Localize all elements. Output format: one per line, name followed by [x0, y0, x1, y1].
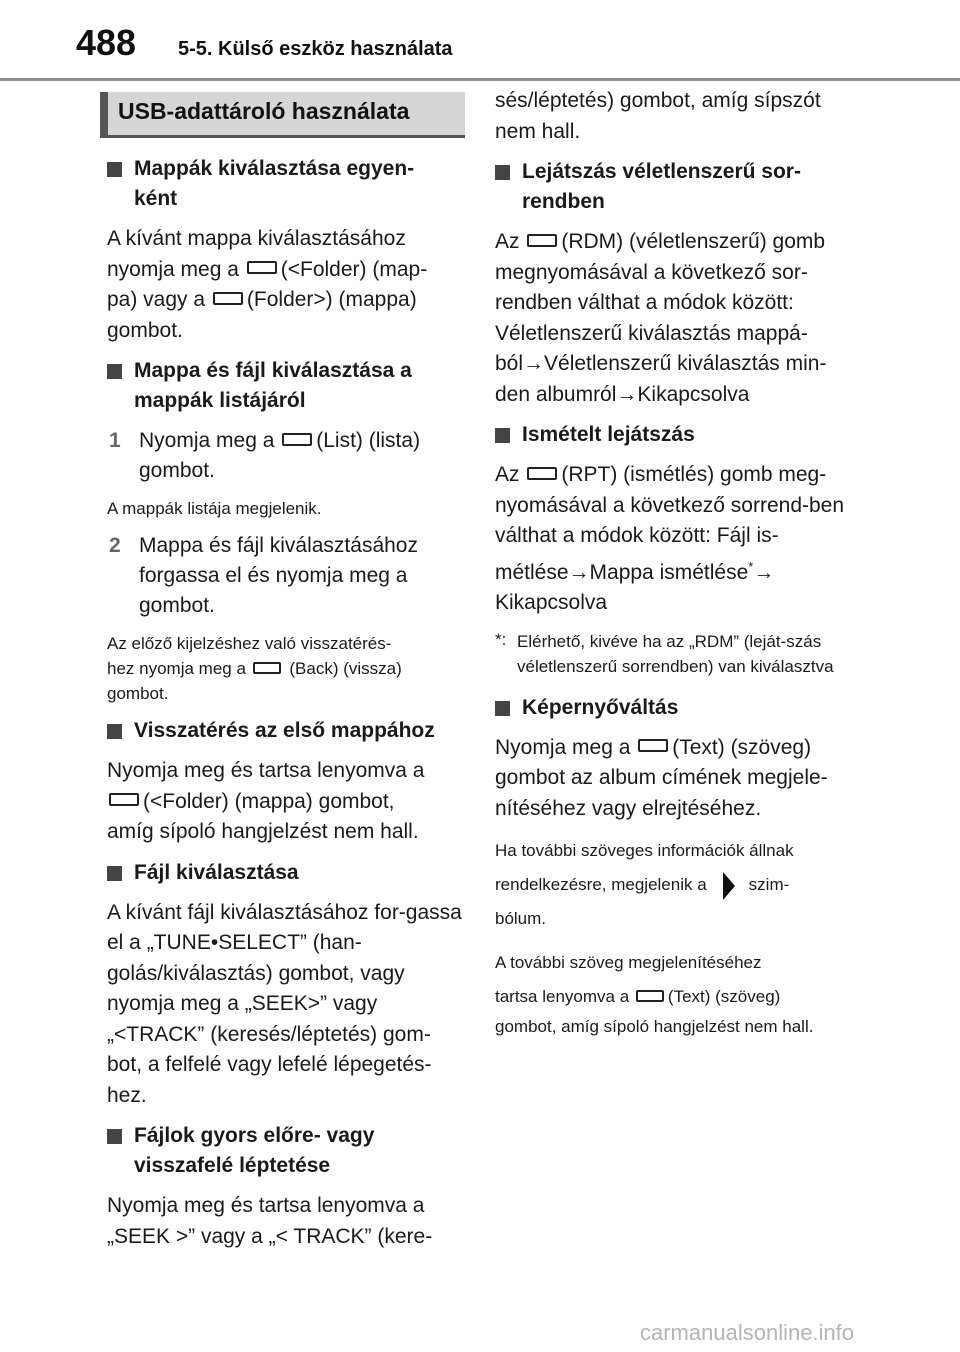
box-title: USB-adattároló használata	[100, 92, 465, 138]
button-icon	[638, 739, 668, 752]
heading-file-select: Fájl kiválasztása	[107, 858, 465, 888]
bullet-square-icon	[495, 165, 510, 180]
button-icon	[213, 292, 243, 305]
button-icon	[109, 793, 139, 806]
more-text-arrow-icon	[723, 872, 735, 900]
small-note: Ha további szöveges információk állnak rendelkezésre, megjelenik a szim- bólum.	[495, 841, 794, 928]
paragraph: Nyomja meg és tartsa lenyomva a (<Folder) (mappa) gombot, amíg sípoló hangjelzést nem hall.	[107, 759, 425, 843]
page-header	[0, 0, 960, 81]
footnote: *: Elérhető, kivéve ha az „RDM” (leját-szás véletlenszerű sorrendben) van kiválasztva	[495, 629, 834, 676]
small-note: A további szöveg megjelenítéséhez tartsa lenyomva a (Text) (szöveg) gombot, amíg sípoló hangjelzést nem hall.	[495, 953, 814, 1036]
bullet-square-icon	[107, 1129, 122, 1144]
bullet-square-icon	[107, 364, 122, 379]
button-icon	[247, 261, 277, 274]
paragraph: Nyomja meg a (Text) (szöveg) gombot az album címének megjele-nítéséhez vagy elrejtéséhez.	[495, 735, 828, 820]
heading-fast-forward: Fájlok gyors előre- vagy visszafelé léptetése	[107, 1121, 465, 1181]
section-title: 5-5. Külső eszköz használata	[178, 38, 453, 60]
bullet-square-icon	[495, 701, 510, 716]
page-number: 488	[76, 22, 137, 63]
bullet-square-icon	[107, 162, 122, 177]
button-icon	[253, 662, 281, 674]
small-note: Az előző kijelzéshez való visszatérés- hez nyomja meg a (Back) (vissza) gombot.	[107, 634, 402, 703]
bullet-square-icon	[107, 866, 122, 881]
heading-first-folder: Visszatérés az első mappához	[107, 716, 465, 746]
button-icon	[527, 234, 557, 247]
button-icon	[527, 467, 557, 480]
heading-folder-list: Mappa és fájl kiválasztása a mappák listájáról	[107, 356, 465, 416]
heading-folder-select: Mappák kiválasztása egyen- ként	[107, 154, 465, 214]
paragraph: Nyomja meg és tartsa lenyomva a „SEEK >” vagy a „< TRACK” (kere-	[107, 1194, 433, 1248]
paragraph: Az (RPT) (ismétlés) gomb meg-nyomásával a következő sorrend-ben válthat a módok között: Fájl is-métlése→Mappa ismétlése*→ Kikapcsolva	[495, 463, 845, 614]
heading-repeat: Ismételt lejátszás	[495, 420, 855, 450]
bullet-square-icon	[107, 724, 122, 739]
left-column	[107, 92, 465, 1262]
bullet-square-icon	[495, 428, 510, 443]
small-note: A mappák listája megjelenik.	[107, 499, 322, 518]
button-icon	[636, 990, 664, 1002]
heading-random: Lejátszás véletlenszerű sor- rendben	[495, 157, 855, 217]
step-2: 2 Mappa és fájl kiválasztásához forgassa el és nyomja meg a gombot.	[109, 534, 418, 617]
right-column	[495, 86, 855, 1050]
paragraph: A kívánt mappa kiválasztásához nyomja meg a (<Folder) (map- pa) vagy a (Folder>) (mappa) gombot.	[107, 227, 428, 342]
paragraph: Az (RDM) (véletlenszerű) gomb megnyomásával a következő sor-rendben válthat a módok között: Véletlenszerű kiválasztás mappá-ból→Véletlenszerű kiválasztás min-den albumról→Kikapcsolva	[495, 230, 827, 406]
paragraph: A kívánt fájl kiválasztásához for-gassa el a „TUNE•SELECT” (han-golás/kiválasztás) gombot, vagy nyomja meg a „SEEK>” vagy „<TRACK” (keresés/léptetés) gom-bot, a felfelé vagy lefelé lépegetés-hez.	[107, 900, 462, 1107]
watermark: carmanualsonline.info	[640, 1320, 855, 1345]
step-1: 1 Nyomja meg a (List) (lista) gombot.	[109, 429, 421, 482]
button-icon	[282, 433, 312, 446]
paragraph: sés/léptetés) gombot, amíg sípszót nem hall.	[495, 89, 821, 143]
heading-screen-switch: Képernyőváltás	[495, 693, 855, 723]
